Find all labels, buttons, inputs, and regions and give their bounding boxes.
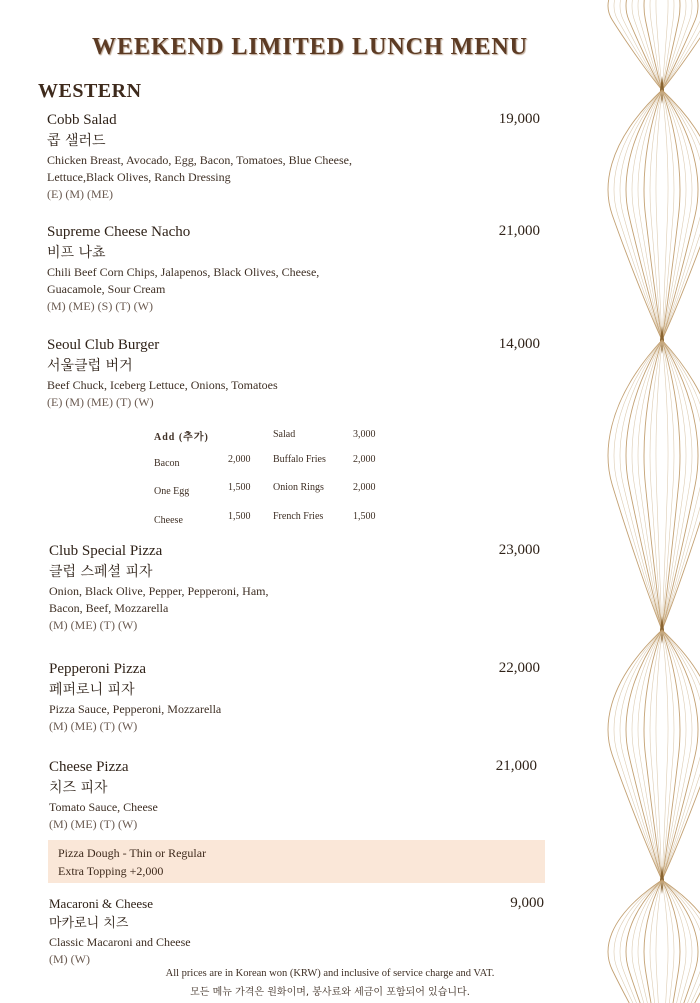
price-disclaimer-korean: 모든 메뉴 가격은 원화이며, 봉사료와 세금이 포함되어 있습니다. <box>190 987 470 998</box>
add-on-name: Salad <box>273 429 296 440</box>
decorative-curve <box>608 90 662 340</box>
item-price: 21,000 <box>498 223 540 239</box>
item-price: 21,000 <box>495 758 537 774</box>
item-price: 14,000 <box>498 336 540 352</box>
add-on-price: 1,500 <box>228 482 251 493</box>
pizza-dough-note: Pizza Dough - Thin or Regular <box>58 846 207 860</box>
item-name: Seoul Club Burger <box>47 337 160 353</box>
add-on-name: One Egg <box>154 486 190 497</box>
decorative-curve <box>620 90 662 340</box>
item-name: Supreme Cheese Nacho <box>47 224 191 240</box>
add-on-price: 2,000 <box>353 482 376 493</box>
add-on-name: Onion Rings <box>273 482 324 493</box>
item-korean-name: 페퍼로니 피자 <box>49 682 135 698</box>
add-on-price: 3,000 <box>353 429 376 440</box>
item-description: Onion, Black Olive, Pepper, Pepperoni, Ham, Bacon, Beef, Mozzarella <box>49 584 269 615</box>
item-name: Pepperoni Pizza <box>49 661 147 677</box>
add-ons-heading: Add (추가) <box>154 432 209 443</box>
add-on-name: Bacon <box>154 458 180 469</box>
add-on-price: 1,500 <box>228 511 251 522</box>
item-allergen-codes: (E) (M) (ME) (T) (W) <box>47 395 154 409</box>
item-name: Cheese Pizza <box>49 759 129 775</box>
item-allergen-codes: (M) (ME) (T) (W) <box>49 719 138 733</box>
item-allergen-codes: (M) (W) <box>49 952 90 966</box>
item-allergen-codes: (M) (ME) (S) (T) (W) <box>47 299 153 313</box>
decorative-gold-pattern <box>600 0 700 1003</box>
item-price: 22,000 <box>498 660 540 676</box>
add-on-name: French Fries <box>273 511 324 522</box>
item-korean-name: 콥 샐러드 <box>47 133 106 149</box>
add-on-price: 2,000 <box>228 454 251 465</box>
item-korean-name: 클럽 스페셜 피자 <box>49 564 153 580</box>
item-korean-name: 마카로니 치즈 <box>49 916 129 931</box>
item-name: Club Special Pizza <box>49 543 163 559</box>
price-disclaimer-english: All prices are in Korean won (KRW) and inclusive of service charge and VAT. <box>165 968 495 979</box>
menu-title: WEEKEND LIMITED LUNCH MENU <box>91 34 529 60</box>
item-description: Pizza Sauce, Pepperoni, Mozzarella <box>49 702 222 716</box>
add-on-price: 1,500 <box>353 511 376 522</box>
item-name: Cobb Salad <box>47 112 117 128</box>
pizza-options-note <box>48 840 545 883</box>
item-description: Chicken Breast, Avocado, Egg, Bacon, Tomatoes, Blue Cheese, Lettuce,Black Olives, Ranch Dressing <box>47 153 352 184</box>
decorative-curve <box>608 630 662 880</box>
item-korean-name: 서울클럽 버거 <box>47 358 133 374</box>
add-on-name: Cheese <box>154 515 183 526</box>
item-allergen-codes: (M) (ME) (T) (W) <box>49 817 138 831</box>
burger-add-ons-table <box>154 425 394 535</box>
item-allergen-codes: (E) (M) (ME) <box>47 187 113 201</box>
item-price: 23,000 <box>498 542 540 558</box>
decorative-curve <box>620 340 662 630</box>
decorative-curve <box>620 630 662 880</box>
item-price: 9,000 <box>510 895 544 911</box>
add-on-price: 2,000 <box>353 454 376 465</box>
item-description: Classic Macaroni and Cheese <box>49 935 191 949</box>
section-heading-western: WESTERN <box>38 80 142 102</box>
item-description: Chili Beef Corn Chips, Jalapenos, Black Olives, Cheese, Guacamole, Sour Cream <box>47 265 320 296</box>
gold-line-pattern <box>608 0 700 1003</box>
extra-topping-note: Extra Topping +2,000 <box>58 864 164 878</box>
item-name: Macaroni & Cheese <box>49 896 153 911</box>
item-description: Beef Chuck, Iceberg Lettuce, Onions, Tomatoes <box>47 378 278 392</box>
decorative-curve <box>608 340 662 630</box>
item-description: Tomato Sauce, Cheese <box>49 800 158 814</box>
item-allergen-codes: (M) (ME) (T) (W) <box>49 618 138 632</box>
add-on-name: Buffalo Fries <box>273 454 326 465</box>
item-price: 19,000 <box>498 111 540 127</box>
item-korean-name: 치즈 피자 <box>49 780 108 796</box>
item-korean-name: 비프 나쵸 <box>47 245 106 261</box>
